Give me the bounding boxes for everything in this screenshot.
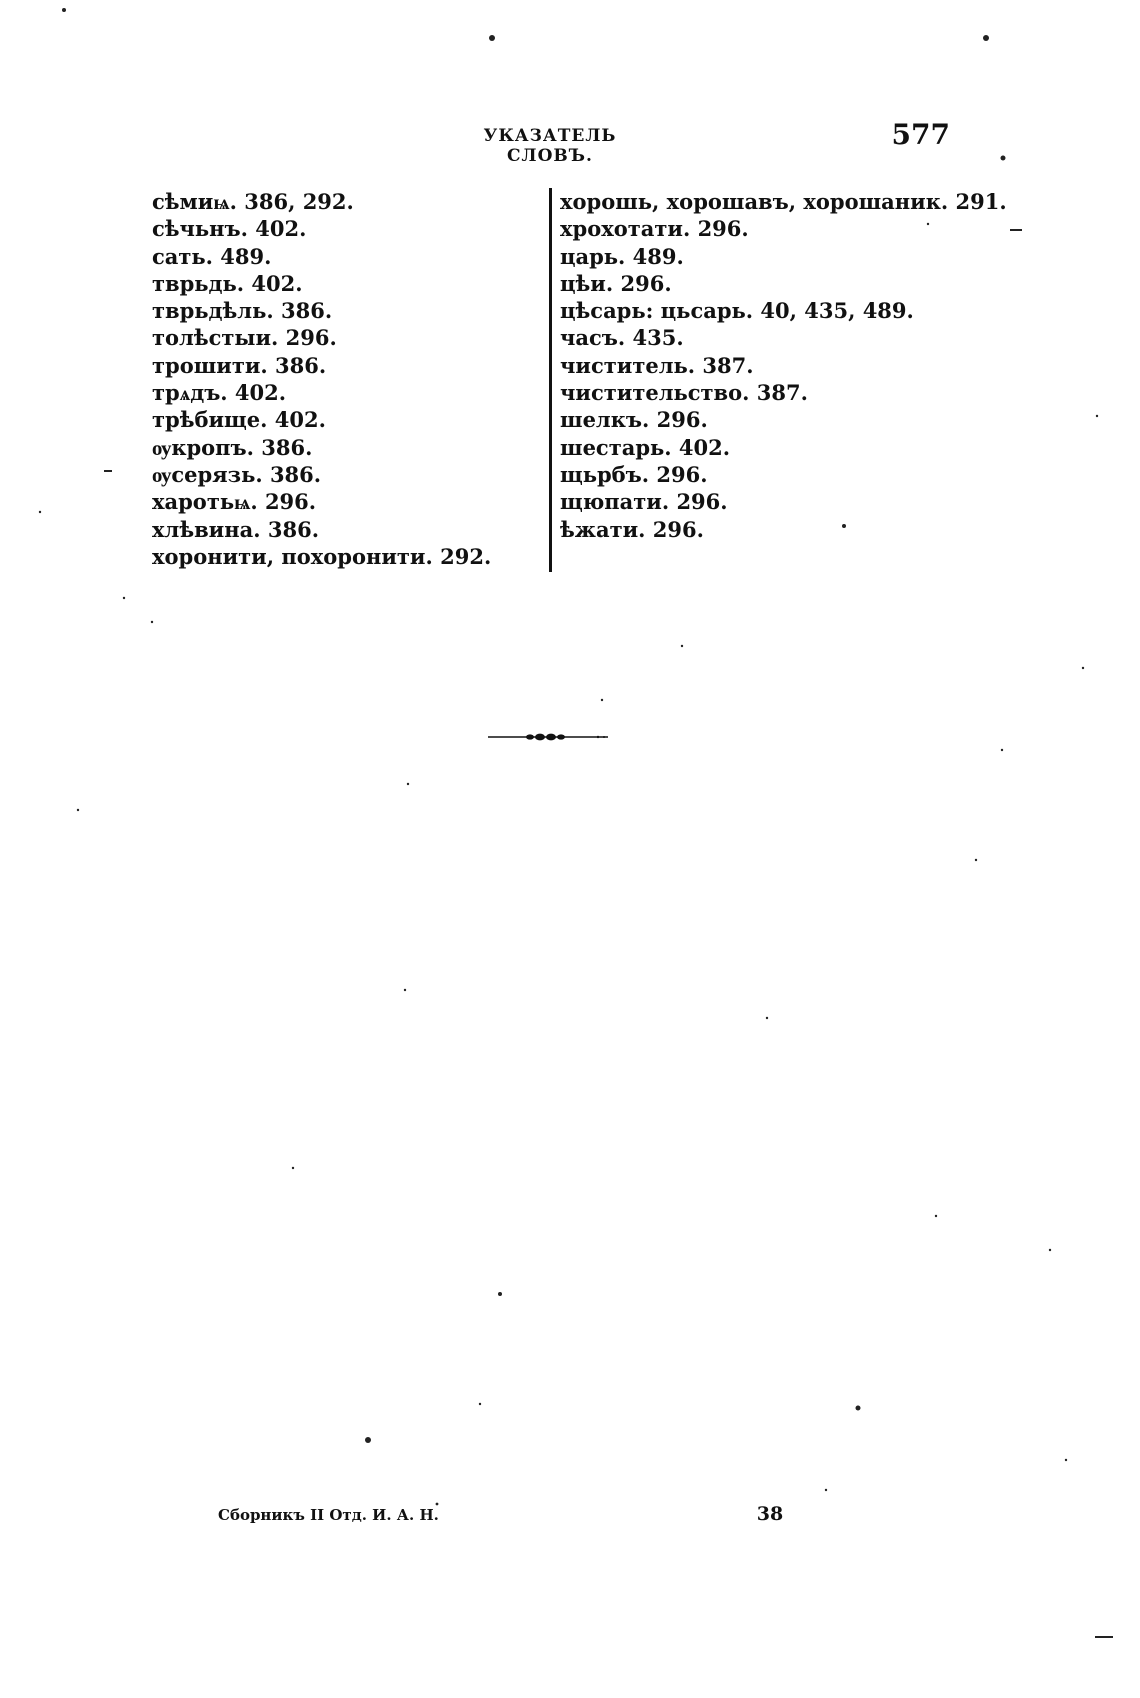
index-entry: царь. 489. (560, 243, 684, 269)
index-entry: шелкъ. 296. (560, 407, 708, 433)
index-entry: чистительство. 387. (560, 380, 808, 406)
column-divider (549, 188, 552, 572)
index-entry: трошити. 386. (152, 352, 327, 378)
index-entry: щьрбъ. 296. (560, 461, 708, 487)
index-entry: хрохотати. 296. (560, 216, 749, 242)
index-entry: сѣчьнъ. 402. (152, 216, 307, 242)
index-entry: хоронити, похоронити. 292. (152, 543, 492, 569)
index-entry: харотьѩ. 296. (152, 489, 317, 515)
index-entry: шестарь. 402. (560, 434, 731, 460)
index-entry: тврьдь. 402. (152, 270, 303, 296)
index-entry: ѣжати. 296. (560, 516, 704, 542)
page-number: 577 (891, 118, 950, 151)
index-entry: сать. 489. (152, 243, 272, 269)
index-entry: часъ. 435. (560, 325, 684, 351)
index-entry: щюпати. 296. (560, 489, 728, 515)
index-entry: цѣсарь: цьсарь. 40, 435, 489. (560, 298, 914, 324)
index-entry: тврьдѣль. 386. (152, 298, 333, 324)
index-column-right (560, 188, 1007, 543)
index-column-left (152, 188, 542, 570)
sheet-number: 38 (756, 1503, 784, 1525)
end-ornament (488, 731, 608, 743)
index-entry: толѣстыи. 296. (152, 325, 337, 351)
index-entry: сѣмиѩ. 386, 292. (152, 189, 354, 214)
index-entry: чиститель. 387. (560, 352, 754, 378)
running-title: УКАЗАТЕЛЬ СЛОВЪ. (483, 126, 617, 166)
signature-mark: Сборникъ II Отд. И. А. Н. (218, 1506, 439, 1524)
index-entry: цѣи. 296. (560, 270, 672, 296)
index-entry: трѣбище. 402. (152, 407, 326, 433)
index-entry: хорошь, хорошавъ, хорошаник. 291. (560, 189, 1007, 214)
index-entry: хлѣвина. 386. (152, 516, 320, 542)
index-entry: трѧдъ. 402. (152, 380, 287, 406)
index-entry: ѹсерязь. 386. (152, 461, 322, 487)
index-entry: ѹкропъ. 386. (152, 434, 313, 460)
